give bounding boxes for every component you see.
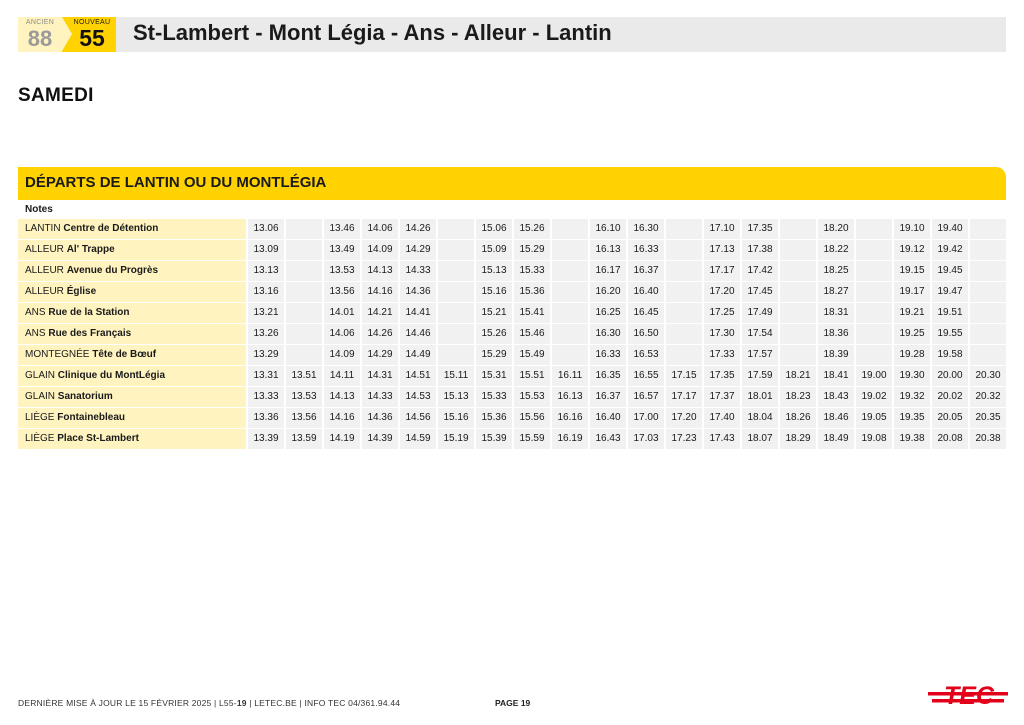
time-cell: 19.51 xyxy=(932,303,968,323)
time-cell xyxy=(970,282,1006,302)
time-cell: 16.33 xyxy=(628,240,664,260)
time-cell: 18.20 xyxy=(818,219,854,239)
time-cell: 15.46 xyxy=(514,324,550,344)
stop-name: Place St-Lambert xyxy=(57,432,139,444)
time-cell: 16.13 xyxy=(590,240,626,260)
stop-list xyxy=(18,219,246,450)
time-cell: 14.06 xyxy=(324,324,360,344)
time-cell xyxy=(286,324,322,344)
time-cell xyxy=(552,324,588,344)
time-cell: 18.07 xyxy=(742,429,778,449)
time-cell xyxy=(780,345,816,365)
footer-code-page: 19 xyxy=(236,698,247,708)
time-cell: 20.02 xyxy=(932,387,968,407)
time-cell xyxy=(666,345,702,365)
time-cell xyxy=(666,240,702,260)
tec-logo xyxy=(928,680,1008,710)
time-cell: 19.28 xyxy=(894,345,930,365)
time-cell: 20.32 xyxy=(970,387,1006,407)
new-line-label: NOUVEAU xyxy=(73,19,111,26)
new-line-number: 55 xyxy=(79,25,105,51)
time-cell: 15.56 xyxy=(514,408,550,428)
time-cell xyxy=(970,324,1006,344)
time-cell: 16.13 xyxy=(552,387,588,407)
time-cell: 15.21 xyxy=(476,303,512,323)
time-cell: 20.08 xyxy=(932,429,968,449)
time-cell: 17.13 xyxy=(704,240,740,260)
time-cell xyxy=(780,261,816,281)
day-title: SAMEDI xyxy=(18,85,94,106)
time-cell: 17.38 xyxy=(742,240,778,260)
time-cell: 15.26 xyxy=(514,219,550,239)
stop-town: GLAIN xyxy=(25,369,56,381)
time-cell xyxy=(552,345,588,365)
time-cell xyxy=(438,219,474,239)
stop-town: ANS xyxy=(25,327,46,339)
time-cell: 17.20 xyxy=(704,282,740,302)
time-cell xyxy=(970,345,1006,365)
stop-town: ANS xyxy=(25,306,46,318)
time-cell: 16.30 xyxy=(590,324,626,344)
footer-info: INFO TEC 04/361.94.44 xyxy=(304,698,401,708)
time-cell: 13.56 xyxy=(286,408,322,428)
time-cell: 20.05 xyxy=(932,408,968,428)
time-cell: 15.36 xyxy=(476,408,512,428)
time-cell: 18.49 xyxy=(818,429,854,449)
time-cell: 15.13 xyxy=(476,261,512,281)
time-cell: 15.31 xyxy=(476,366,512,386)
time-cell xyxy=(856,282,892,302)
time-cell: 15.49 xyxy=(514,345,550,365)
time-cell: 19.30 xyxy=(894,366,930,386)
time-cell: 16.55 xyxy=(628,366,664,386)
time-cell: 14.36 xyxy=(400,282,436,302)
time-cell: 14.11 xyxy=(324,366,360,386)
time-cell xyxy=(856,240,892,260)
time-cell: 15.13 xyxy=(438,387,474,407)
time-cell: 17.15 xyxy=(666,366,702,386)
stop-name: Rue des Français xyxy=(48,327,132,339)
time-cell xyxy=(286,261,322,281)
time-cell xyxy=(780,282,816,302)
time-cell: 16.50 xyxy=(628,324,664,344)
time-cell: 19.40 xyxy=(932,219,968,239)
stop-town: ALLEUR xyxy=(25,285,64,297)
time-cell xyxy=(666,282,702,302)
time-cell: 13.56 xyxy=(324,282,360,302)
time-cell: 19.42 xyxy=(932,240,968,260)
time-cell xyxy=(780,303,816,323)
time-cell: 14.49 xyxy=(400,345,436,365)
time-cell: 19.25 xyxy=(894,324,930,344)
stop-name: Clinique du MontLégia xyxy=(57,369,166,381)
time-cell: 17.25 xyxy=(704,303,740,323)
stop-row xyxy=(18,303,246,323)
time-cell xyxy=(438,324,474,344)
time-cell: 17.35 xyxy=(704,366,740,386)
time-cell: 17.49 xyxy=(742,303,778,323)
time-cell: 15.06 xyxy=(476,219,512,239)
stop-town: LIÈGE xyxy=(25,432,55,444)
time-cell: 17.10 xyxy=(704,219,740,239)
stop-name: Tête de Bœuf xyxy=(92,348,157,360)
stop-town: MONTEGNÉE xyxy=(25,348,90,360)
table-row xyxy=(248,408,1006,428)
stop-row xyxy=(18,387,246,407)
stop-name: Fontainebleau xyxy=(57,411,126,423)
time-cell xyxy=(780,324,816,344)
time-cell: 13.16 xyxy=(248,282,284,302)
footer-updated: DERNIÈRE MISE À JOUR LE 15 FÉVRIER 2025 xyxy=(18,698,212,708)
time-cell: 16.40 xyxy=(628,282,664,302)
time-cell: 15.26 xyxy=(476,324,512,344)
table-row xyxy=(248,387,1006,407)
time-cell: 19.58 xyxy=(932,345,968,365)
time-cell: 17.30 xyxy=(704,324,740,344)
footer xyxy=(18,698,400,708)
time-cell xyxy=(856,303,892,323)
time-cell: 14.13 xyxy=(324,387,360,407)
time-cell: 16.16 xyxy=(552,408,588,428)
time-cell: 18.39 xyxy=(818,345,854,365)
time-cell: 17.00 xyxy=(628,408,664,428)
time-cell: 13.13 xyxy=(248,261,284,281)
time-cell: 15.29 xyxy=(476,345,512,365)
stop-row xyxy=(18,240,246,260)
time-cell: 17.43 xyxy=(704,429,740,449)
time-cell: 16.37 xyxy=(628,261,664,281)
time-cell: 19.38 xyxy=(894,429,930,449)
time-cell: 17.59 xyxy=(742,366,778,386)
stop-row xyxy=(18,282,246,302)
time-cell: 16.17 xyxy=(590,261,626,281)
time-cell: 13.53 xyxy=(324,261,360,281)
table-row xyxy=(248,219,1006,239)
time-cell: 14.26 xyxy=(400,219,436,239)
time-cell: 16.43 xyxy=(590,429,626,449)
time-cell xyxy=(438,282,474,302)
time-cell: 17.17 xyxy=(666,387,702,407)
time-cell: 19.00 xyxy=(856,366,892,386)
time-cell: 16.10 xyxy=(590,219,626,239)
time-cell xyxy=(970,303,1006,323)
time-cell: 16.20 xyxy=(590,282,626,302)
time-cell: 16.57 xyxy=(628,387,664,407)
stop-town: GLAIN xyxy=(25,390,56,402)
time-cell: 13.49 xyxy=(324,240,360,260)
time-cell: 18.41 xyxy=(818,366,854,386)
timetable-grid xyxy=(248,219,1006,450)
time-cell xyxy=(552,303,588,323)
time-cell: 20.38 xyxy=(970,429,1006,449)
time-cell: 14.39 xyxy=(362,429,398,449)
time-cell: 19.02 xyxy=(856,387,892,407)
time-cell: 14.06 xyxy=(362,219,398,239)
time-cell: 18.29 xyxy=(780,429,816,449)
time-cell: 17.17 xyxy=(704,261,740,281)
old-line-badge xyxy=(18,17,62,52)
time-cell xyxy=(438,303,474,323)
time-cell: 19.45 xyxy=(932,261,968,281)
time-cell: 14.33 xyxy=(400,261,436,281)
time-cell: 15.11 xyxy=(438,366,474,386)
time-cell: 18.31 xyxy=(818,303,854,323)
footer-separator: | xyxy=(249,698,252,708)
time-cell: 14.09 xyxy=(324,345,360,365)
time-cell: 17.03 xyxy=(628,429,664,449)
table-row xyxy=(248,345,1006,365)
time-cell: 14.56 xyxy=(400,408,436,428)
stop-town: ALLEUR xyxy=(25,264,64,276)
logo-text: TEC xyxy=(944,682,994,710)
time-cell: 17.40 xyxy=(704,408,740,428)
table-row xyxy=(248,303,1006,323)
stop-row xyxy=(18,408,246,428)
stop-row xyxy=(18,366,246,386)
footer-separator: | xyxy=(214,698,217,708)
time-cell: 15.41 xyxy=(514,303,550,323)
time-cell: 19.35 xyxy=(894,408,930,428)
time-cell: 17.23 xyxy=(666,429,702,449)
time-cell xyxy=(856,261,892,281)
time-cell: 13.33 xyxy=(248,387,284,407)
time-cell: 18.36 xyxy=(818,324,854,344)
footer-code xyxy=(219,698,247,708)
time-cell: 13.09 xyxy=(248,240,284,260)
time-cell: 18.23 xyxy=(780,387,816,407)
table-row xyxy=(248,261,1006,281)
line-title: St-Lambert - Mont Légia - Ans - Alleur - Lantin xyxy=(133,20,612,45)
time-cell: 18.43 xyxy=(818,387,854,407)
time-cell: 15.16 xyxy=(438,408,474,428)
time-cell: 19.05 xyxy=(856,408,892,428)
time-cell: 15.16 xyxy=(476,282,512,302)
time-cell: 17.35 xyxy=(742,219,778,239)
time-cell xyxy=(286,240,322,260)
time-cell xyxy=(552,219,588,239)
time-cell: 14.16 xyxy=(324,408,360,428)
time-cell: 13.36 xyxy=(248,408,284,428)
stop-row xyxy=(18,345,246,365)
time-cell xyxy=(970,240,1006,260)
table-row xyxy=(248,324,1006,344)
time-cell xyxy=(438,261,474,281)
time-cell: 17.57 xyxy=(742,345,778,365)
time-cell: 13.06 xyxy=(248,219,284,239)
time-cell xyxy=(286,303,322,323)
time-cell xyxy=(286,345,322,365)
time-cell: 16.19 xyxy=(552,429,588,449)
time-cell: 15.59 xyxy=(514,429,550,449)
time-cell: 15.53 xyxy=(514,387,550,407)
time-cell: 20.00 xyxy=(932,366,968,386)
time-cell: 14.31 xyxy=(362,366,398,386)
time-cell xyxy=(666,324,702,344)
time-cell: 20.35 xyxy=(970,408,1006,428)
time-cell: 18.22 xyxy=(818,240,854,260)
time-cell xyxy=(286,282,322,302)
time-cell: 17.33 xyxy=(704,345,740,365)
time-cell: 14.16 xyxy=(362,282,398,302)
table-row xyxy=(248,282,1006,302)
stop-town: LIÈGE xyxy=(25,411,55,423)
time-cell: 18.25 xyxy=(818,261,854,281)
time-cell xyxy=(666,261,702,281)
section-title: DÉPARTS DE LANTIN OU DU MONTLÉGIA xyxy=(25,174,327,191)
time-cell: 16.25 xyxy=(590,303,626,323)
time-cell: 18.26 xyxy=(780,408,816,428)
time-cell: 13.26 xyxy=(248,324,284,344)
time-cell: 16.37 xyxy=(590,387,626,407)
time-cell: 19.47 xyxy=(932,282,968,302)
old-line-label: ANCIEN xyxy=(25,19,55,26)
time-cell: 19.21 xyxy=(894,303,930,323)
time-cell: 15.33 xyxy=(514,261,550,281)
time-cell: 19.55 xyxy=(932,324,968,344)
time-cell: 16.45 xyxy=(628,303,664,323)
time-cell: 20.30 xyxy=(970,366,1006,386)
time-cell: 17.20 xyxy=(666,408,702,428)
old-line-number: 88 xyxy=(27,26,53,51)
time-cell: 13.31 xyxy=(248,366,284,386)
time-cell: 16.11 xyxy=(552,366,588,386)
footer-separator: | xyxy=(299,698,302,708)
table-row xyxy=(248,240,1006,260)
page-number: PAGE 19 xyxy=(495,698,531,708)
stop-row xyxy=(18,324,246,344)
time-cell xyxy=(666,219,702,239)
time-cell xyxy=(438,240,474,260)
time-cell xyxy=(856,219,892,239)
time-cell: 16.53 xyxy=(628,345,664,365)
time-cell: 15.09 xyxy=(476,240,512,260)
time-cell: 19.15 xyxy=(894,261,930,281)
time-cell: 14.21 xyxy=(362,303,398,323)
stop-row xyxy=(18,219,246,239)
time-cell xyxy=(286,219,322,239)
section-header xyxy=(18,167,1006,197)
time-cell xyxy=(552,261,588,281)
time-cell: 19.08 xyxy=(856,429,892,449)
section-divider xyxy=(18,197,1006,200)
stop-name: Al' Trappe xyxy=(66,243,115,255)
time-cell: 14.59 xyxy=(400,429,436,449)
time-cell xyxy=(856,324,892,344)
time-cell: 16.33 xyxy=(590,345,626,365)
time-cell: 14.36 xyxy=(362,408,398,428)
time-cell: 13.51 xyxy=(286,366,322,386)
stop-name: Rue de la Station xyxy=(48,306,130,318)
time-cell xyxy=(856,345,892,365)
time-cell: 16.30 xyxy=(628,219,664,239)
time-cell xyxy=(438,345,474,365)
time-cell: 19.12 xyxy=(894,240,930,260)
time-cell: 14.09 xyxy=(362,240,398,260)
time-cell: 14.41 xyxy=(400,303,436,323)
time-cell xyxy=(666,303,702,323)
time-cell xyxy=(970,219,1006,239)
time-cell: 14.13 xyxy=(362,261,398,281)
stop-row xyxy=(18,429,246,449)
time-cell: 14.29 xyxy=(362,345,398,365)
footer-site-link[interactable]: LETEC.BE xyxy=(254,698,297,708)
time-cell: 17.54 xyxy=(742,324,778,344)
time-cell: 13.21 xyxy=(248,303,284,323)
stop-name: Centre de Détention xyxy=(63,223,159,234)
stop-town: ALLEUR xyxy=(25,243,64,255)
time-cell: 17.45 xyxy=(742,282,778,302)
stop-name: Sanatorium xyxy=(57,390,113,402)
time-cell: 18.46 xyxy=(818,408,854,428)
time-cell: 14.29 xyxy=(400,240,436,260)
time-cell: 14.19 xyxy=(324,429,360,449)
time-cell: 16.40 xyxy=(590,408,626,428)
time-cell: 13.59 xyxy=(286,429,322,449)
time-cell xyxy=(780,240,816,260)
time-cell: 18.21 xyxy=(780,366,816,386)
time-cell: 14.26 xyxy=(362,324,398,344)
time-cell: 13.46 xyxy=(324,219,360,239)
time-cell xyxy=(780,219,816,239)
new-line-badge xyxy=(62,17,116,52)
time-cell: 19.10 xyxy=(894,219,930,239)
table-row xyxy=(248,429,1006,449)
time-cell: 18.04 xyxy=(742,408,778,428)
footer-code-prefix: L55- xyxy=(219,698,237,708)
time-cell: 15.36 xyxy=(514,282,550,302)
stop-row xyxy=(18,261,246,281)
time-cell: 17.42 xyxy=(742,261,778,281)
time-cell: 17.37 xyxy=(704,387,740,407)
time-cell: 13.39 xyxy=(248,429,284,449)
time-cell: 15.33 xyxy=(476,387,512,407)
time-cell: 15.39 xyxy=(476,429,512,449)
time-cell: 14.51 xyxy=(400,366,436,386)
time-cell: 15.29 xyxy=(514,240,550,260)
time-cell: 14.33 xyxy=(362,387,398,407)
time-cell: 14.53 xyxy=(400,387,436,407)
time-cell: 15.51 xyxy=(514,366,550,386)
time-cell xyxy=(552,240,588,260)
stop-name: Avenue du Progrès xyxy=(66,264,159,276)
table-row xyxy=(248,366,1006,386)
time-cell: 18.01 xyxy=(742,387,778,407)
header-bar xyxy=(18,17,1006,52)
time-cell: 13.53 xyxy=(286,387,322,407)
time-cell: 14.01 xyxy=(324,303,360,323)
time-cell: 13.29 xyxy=(248,345,284,365)
stop-town: LANTIN xyxy=(25,223,61,234)
time-cell: 19.32 xyxy=(894,387,930,407)
time-cell: 15.19 xyxy=(438,429,474,449)
time-cell: 18.27 xyxy=(818,282,854,302)
time-cell: 19.17 xyxy=(894,282,930,302)
time-cell xyxy=(970,261,1006,281)
time-cell: 16.35 xyxy=(590,366,626,386)
stop-name: Église xyxy=(66,285,97,297)
notes-label: Notes xyxy=(25,204,53,215)
time-cell: 14.46 xyxy=(400,324,436,344)
time-cell xyxy=(552,282,588,302)
